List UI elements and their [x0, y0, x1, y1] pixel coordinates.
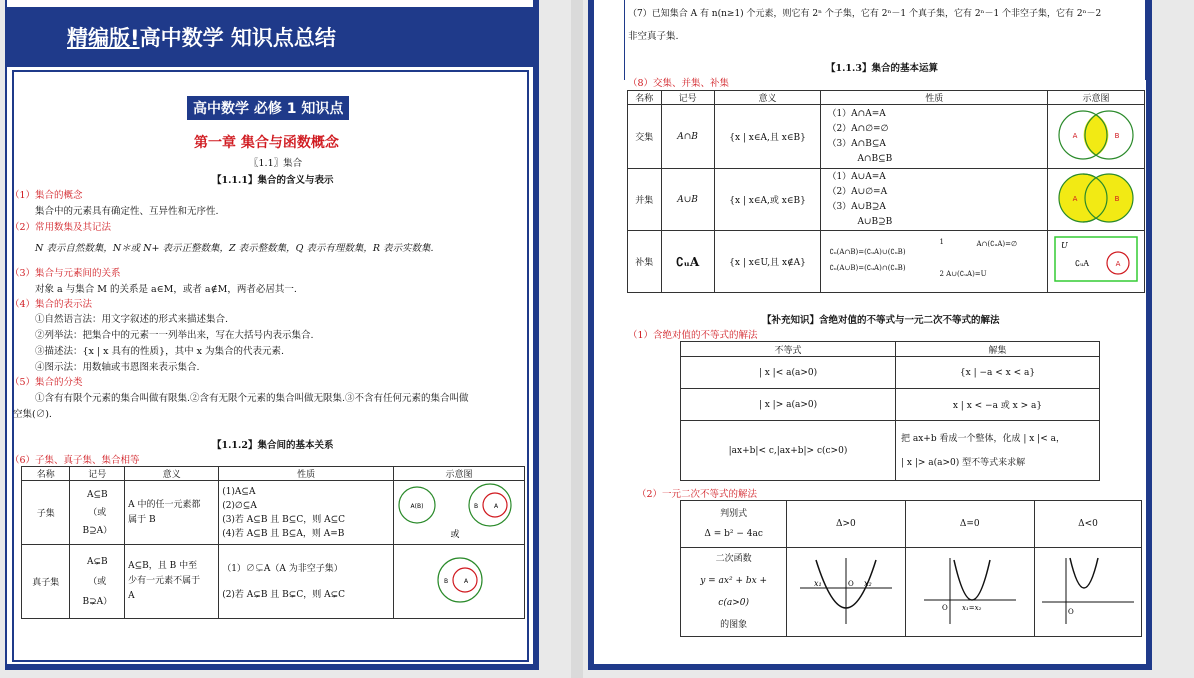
origin-label: O — [1068, 607, 1074, 616]
venn-label-b: B — [1114, 195, 1120, 203]
op-prop: （3）A∪B⊇A — [827, 201, 886, 212]
op-prop: A∩B⊆B — [857, 153, 893, 164]
row2-meaning-1: A⊆B，且 B 中至 — [128, 561, 198, 571]
op-notation: A∪B — [661, 169, 714, 231]
venn-label-a: A — [493, 503, 499, 510]
root-x2: x₂ — [863, 578, 872, 588]
op-prop: ∁ᵤ(A∪B)=(∁ᵤA)∩(∁ᵤB) — [829, 264, 906, 272]
quad-disc-label: 判别式 — [720, 509, 748, 519]
table-row — [22, 545, 525, 619]
th-diagram: 示意图 — [1048, 91, 1145, 105]
op-prop: A∩(∁ᵤA)=∅ — [976, 240, 1018, 248]
venn-or: 或 — [450, 530, 460, 540]
th-name: 名称 — [22, 467, 70, 481]
op-prop: （2）A∪∅=A — [827, 186, 888, 197]
venn-label-a: A — [1072, 195, 1078, 203]
quad-graph-pos — [787, 548, 905, 637]
p5-body-2: 空集(∅). — [13, 409, 52, 420]
origin-label: O — [847, 579, 854, 588]
parabola — [954, 560, 990, 600]
quad-graph-neg — [1035, 548, 1142, 637]
table-row — [681, 357, 1100, 389]
p5-heading: （5）集合的分类 — [10, 377, 83, 388]
venn-label-u: U — [1061, 241, 1068, 250]
p4-item-1: ①自然语言法：用文字叙述的形式来描述集合. — [35, 314, 229, 325]
op-name: 补集 — [628, 231, 662, 293]
op-prop: （1）A∩A=A — [827, 108, 886, 119]
venn-intersection-fill — [1084, 114, 1109, 156]
quad-func-graph-label: 的图象 — [720, 620, 748, 630]
venn-label-a: A — [1115, 260, 1121, 268]
p4-item-4: ④图示法：用数轴或韦恩图来表示集合. — [35, 362, 200, 373]
op-prop: 2 A∪(∁ᵤA)=U — [939, 270, 987, 278]
table-row — [22, 481, 525, 545]
row2-props — [219, 545, 394, 619]
th-diagram: 示意图 — [394, 467, 525, 481]
op-meaning: {x | x∈U,且 x∉A} — [714, 231, 821, 293]
abs-note-2: | x |> a(a>0) 型不等式来求解 — [901, 457, 1026, 468]
row2-notation-2: （或 — [88, 576, 107, 587]
book-title: 高中数学 必修 1 知识点 — [187, 96, 349, 120]
row1-notation-3: B⊇A） — [82, 525, 113, 536]
abs-ineq-table — [680, 341, 1100, 481]
table-row — [681, 548, 1142, 637]
p1-body: 集合中的元素具有确定性、互异性和无序性. — [35, 206, 219, 217]
root-x1: x₁ — [813, 578, 822, 588]
th-meaning: 意义 — [714, 91, 821, 105]
table-row — [681, 389, 1100, 421]
row2-name: 真子集 — [22, 545, 70, 619]
row2-meaning-2: 少有一元素不属于 — [128, 576, 201, 586]
table-row — [681, 421, 1100, 481]
row1-notation — [70, 481, 125, 545]
row1-prop-4: (4)若 A⊆B 且 B⊆A，则 A=B — [222, 528, 345, 539]
abs-heading: （1）含绝对值的不等式的解法 — [628, 330, 758, 341]
op-prop: 1 — [939, 238, 944, 246]
set-ops-table — [627, 90, 1145, 293]
row2-meaning-3: A — [128, 591, 135, 601]
row2-prop-1: （1）∅⊊A（A 为非空子集） — [222, 563, 343, 574]
row1-meaning-2: 属于 B — [128, 514, 156, 525]
p8-heading: （8）交集、并集、补集 — [628, 78, 730, 89]
p7-line-2: 非空真子集. — [628, 31, 679, 42]
abs-th-sol: 解集 — [896, 342, 1100, 357]
venn-label-a: A — [463, 578, 469, 585]
quad-col-zero: Δ=0 — [905, 501, 1034, 548]
venn-label-a: A — [1072, 132, 1078, 140]
row1-notation-1: A⊆B — [86, 489, 108, 500]
abs-note-1: 把 ax+b 看成一个整体，化成 | x |< a， — [901, 433, 1065, 444]
venn-label-b: B — [473, 503, 479, 510]
op-name: 交集 — [628, 105, 662, 169]
row1-props — [219, 481, 394, 545]
op-prop: ∁ᵤ(A∩B)=(∁ᵤA)∪(∁ᵤB) — [829, 248, 906, 256]
row2-meaning — [125, 545, 219, 619]
op-props — [821, 169, 1048, 231]
quad-ineq-table — [680, 500, 1142, 637]
abs-cell: | x |> a(a>0) — [681, 389, 896, 421]
subset-table — [21, 466, 525, 619]
p4-item-2: ②列举法：把集合中的元素一一列举出来，写在大括号内表示集合. — [35, 330, 314, 341]
abs-cell: {x | −a < x < a} — [896, 357, 1100, 389]
chapter-title: 第一章 集合与函数概念 — [194, 135, 339, 151]
title-banner — [7, 7, 533, 67]
p2-body: N 表示自然数集，N＊或 N+ 表示正整数集，Z 表示整数集，Q 表示有理数集，R 表示实数集. — [35, 243, 434, 254]
venn-label-b: B — [1114, 132, 1120, 140]
quad-graph-zero — [905, 548, 1034, 637]
banner-prefix: 精编版! — [67, 26, 140, 50]
union-venn-diagram — [1051, 169, 1141, 227]
parabola — [1070, 558, 1098, 588]
op-prop: （1）A∪A=A — [827, 171, 886, 182]
p2-heading: （2）常用数集及其记法 — [10, 222, 112, 233]
quad-func-formula: y = ax² + bx + c(a>0) — [700, 576, 768, 608]
p5-body-1: ①含有有限个元素的集合叫做有限集.②含有无限个元素的集合叫做无限集.③不含有任何元素的集合叫做 — [35, 393, 469, 404]
venn-circle-b — [1085, 174, 1133, 222]
th-notation: 记号 — [70, 467, 125, 481]
table-row — [628, 169, 1145, 231]
op-props — [821, 105, 1048, 169]
abs-cell: |ax+b|< c,|ax+b|> c(c>0) — [681, 421, 896, 481]
supplement-title: 【补充知识】含绝对值的不等式与一元二次不等式的解法 — [762, 315, 1000, 326]
op-meaning: {x | x∈A,且 x∈B} — [714, 105, 821, 169]
op-diagram — [1048, 231, 1145, 293]
venn-label-cua: ∁ᵤA — [1075, 259, 1090, 268]
abs-cell: x | x < −a 或 x > a} — [896, 389, 1100, 421]
p1-heading: （1）集合的概念 — [10, 190, 83, 201]
op-notation: A∩B — [661, 105, 714, 169]
parabola-one-root — [920, 556, 1020, 626]
abs-cell: | x |< a(a>0) — [681, 357, 896, 389]
proper-subset-venn-diagram — [397, 550, 521, 610]
row1-name: 子集 — [22, 481, 70, 545]
abs-cell — [896, 421, 1100, 481]
table-row — [628, 105, 1145, 169]
quad-col-pos: Δ>0 — [787, 501, 905, 548]
quad-disc-cell — [681, 501, 787, 548]
op-notation: ∁ᵤA — [661, 231, 714, 293]
op-name: 并集 — [628, 169, 662, 231]
op-meaning: {x | x∈A,或 x∈B} — [714, 169, 821, 231]
venn-label-b: B — [443, 578, 449, 585]
row1-notation-2: （或 — [88, 507, 107, 518]
right-page — [588, 0, 1152, 670]
p7-line-1: （7）已知集合 A 有 n(n≥1) 个元素，则它有 2ⁿ 个子集，它有 2ⁿ－1 个真子集，它有 2ⁿ－1 个非空子集，它有 2ⁿ－2 — [628, 9, 1102, 19]
quad-col-neg: Δ<0 — [1035, 501, 1142, 548]
p3-body: 对象 a 与集合 M 的关系是 a∈M，或者 a∉M，两者必居其一. — [35, 284, 297, 295]
quad-func-label: 二次函数 — [715, 554, 752, 564]
section-1-1-2: 【1.1.2】集合间的基本关系 — [212, 440, 334, 451]
banner-title: 高中数学 知识点总结 — [139, 26, 336, 50]
quad-func-cell — [681, 548, 787, 637]
complement-venn-diagram — [1051, 234, 1141, 286]
op-diagram — [1048, 105, 1145, 169]
table-row — [628, 231, 1145, 293]
op-prop: （2）A∩∅=∅ — [827, 123, 889, 134]
quad-heading: （2）一元二次不等式的解法 — [637, 489, 758, 500]
op-props — [821, 231, 1048, 293]
left-page — [5, 0, 539, 670]
th-props: 性质 — [821, 91, 1048, 105]
row2-diagram — [394, 545, 525, 619]
intersection-venn-diagram — [1051, 105, 1141, 165]
page-gutter — [571, 0, 583, 678]
section-1-1-1: 【1.1.1】集合的含义与表示 — [212, 175, 334, 186]
row1-meaning-1: A 中的任一元素都 — [128, 499, 201, 510]
row2-notation — [70, 545, 125, 619]
section-1-1-3: 【1.1.3】集合的基本运算 — [826, 63, 938, 74]
abs-th-ineq: 不等式 — [681, 342, 896, 357]
op-diagram — [1048, 169, 1145, 231]
row1-prop-2: (2)∅⊆A — [222, 500, 257, 511]
row1-prop-3: (3)若 A⊆B 且 B⊆C，则 A⊆C — [222, 514, 346, 525]
row1-prop-1: (1)A⊆A — [222, 486, 256, 497]
th-meaning: 意义 — [125, 467, 219, 481]
section-1-1: 〖1.1〗集合 — [249, 158, 303, 169]
parabola-two-roots — [796, 556, 896, 626]
th-name: 名称 — [628, 91, 662, 105]
parabola-no-root — [1038, 556, 1138, 626]
p4-heading: （4）集合的表示法 — [10, 299, 93, 310]
quad-disc-formula: Δ = b² − 4ac — [704, 529, 763, 539]
row1-meaning — [125, 481, 219, 545]
p6-heading: （6）子集、真子集、集合相等 — [10, 455, 140, 466]
p3-heading: （3）集合与元素间的关系 — [10, 268, 121, 279]
row2-notation-1: A⊊B — [86, 556, 108, 567]
th-notation: 记号 — [661, 91, 714, 105]
venn-label-ab: A(B) — [410, 503, 424, 510]
th-props: 性质 — [219, 467, 394, 481]
subset-venn-diagram — [397, 481, 521, 541]
op-prop: A∪B⊇B — [857, 216, 893, 227]
op-prop: （3）A∩B⊆A — [827, 138, 886, 149]
p4-item-3: ③描述法：{x | x 具有的性质}，其中 x 为集合的代表元素. — [35, 346, 284, 357]
row1-diagram — [394, 481, 525, 545]
row2-prop-2: (2)若 A⊊B 且 B⊊C，则 A⊊C — [222, 589, 346, 600]
row2-notation-3: B⊋A） — [82, 596, 113, 607]
origin-label: O — [941, 603, 948, 612]
root-x12: x₁=x₂ — [961, 603, 982, 612]
